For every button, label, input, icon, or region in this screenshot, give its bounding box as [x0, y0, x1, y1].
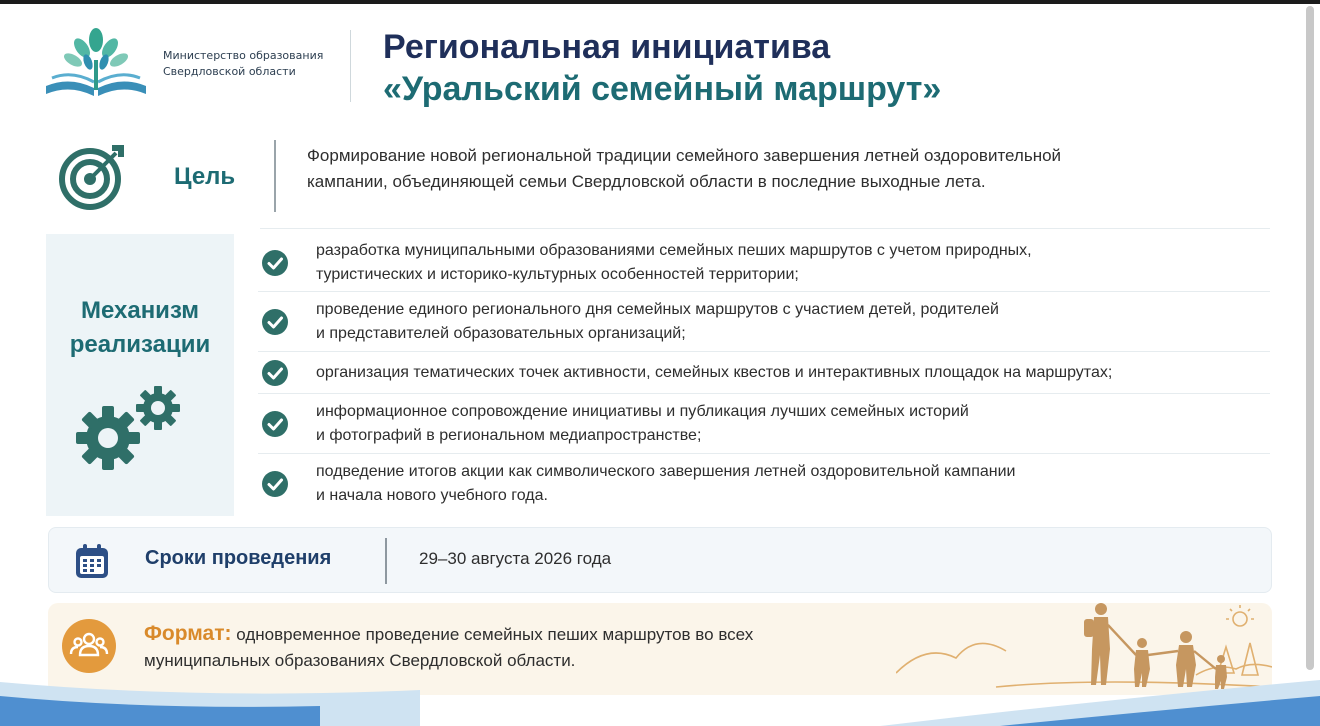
- dates-divider: [385, 538, 387, 584]
- scrollbar[interactable]: [1306, 6, 1314, 670]
- title-line-2: «Уральский семейный маршрут»: [383, 70, 942, 108]
- header-divider: [350, 30, 351, 102]
- list-item: [258, 234, 1270, 292]
- mechanism-title: Механизм реализации: [69, 297, 211, 358]
- goal-label: Цель: [174, 163, 236, 190]
- check-circle-icon: [262, 411, 288, 437]
- list-item: [258, 454, 1270, 514]
- dates-label: Сроки проведения: [145, 547, 332, 569]
- list-item-text: разработка муниципальными образованиями семейных пеших маршрутов с учетом природных, туристических и историко-культурных особенностей территории;: [316, 241, 1032, 283]
- mechanism-list: [258, 234, 1270, 514]
- list-item-text: информационное сопровождение инициативы и публикация лучших семейных историй и фотографий в региональном медиапространстве;: [316, 402, 969, 444]
- calendar-icon: [75, 543, 109, 579]
- list-item-text: подведение итогов акции как символического завершения летней оздоровительной кампании и начала нового учебного года.: [316, 463, 1016, 504]
- check-circle-icon: [262, 250, 288, 276]
- page-title: [383, 26, 941, 110]
- check-circle-icon: [262, 471, 288, 497]
- decorative-wave: [0, 660, 1320, 726]
- dates-panel: [48, 527, 1272, 593]
- list-item-text: проведение единого регионального дня семейных маршрутов с участием детей, родителей и представителей образовательных организаций;: [316, 300, 999, 342]
- list-item: [258, 292, 1270, 352]
- list-item: [258, 352, 1270, 394]
- format-description: одновременное проведение семейных пеших маршрутов во всех муниципальных образованиях Свердловской области.: [144, 625, 754, 670]
- ministry-logo-icon: [40, 26, 152, 102]
- title-line-1: Региональная инициатива: [383, 28, 831, 66]
- top-bar: [0, 0, 1320, 4]
- goal-divider: [274, 140, 276, 212]
- ministry-line-2: Свердловской области: [163, 65, 296, 78]
- goal-separator: [260, 228, 1270, 229]
- ministry-line-1: Министерство образования: [163, 49, 324, 62]
- target-icon: [58, 141, 128, 211]
- check-circle-icon: [262, 360, 288, 386]
- goal-text: Формирование новой региональной традиции семейного завершения летней оздоровительной кампании, объединяющей семьи Свердловской области в последние выходные лета.: [307, 146, 1062, 191]
- dates-value: 29–30 августа 2026 года: [419, 549, 612, 568]
- list-item: [258, 394, 1270, 454]
- mechanism-panel: [46, 234, 234, 516]
- list-item-text: организация тематических точек активности, семейных квестов и интерактивных площадок на маршрутах;: [316, 363, 1113, 381]
- format-label: Формат:: [144, 622, 232, 645]
- check-circle-icon: [262, 309, 288, 335]
- ministry-name: [163, 48, 343, 80]
- gears-icon: [74, 382, 184, 470]
